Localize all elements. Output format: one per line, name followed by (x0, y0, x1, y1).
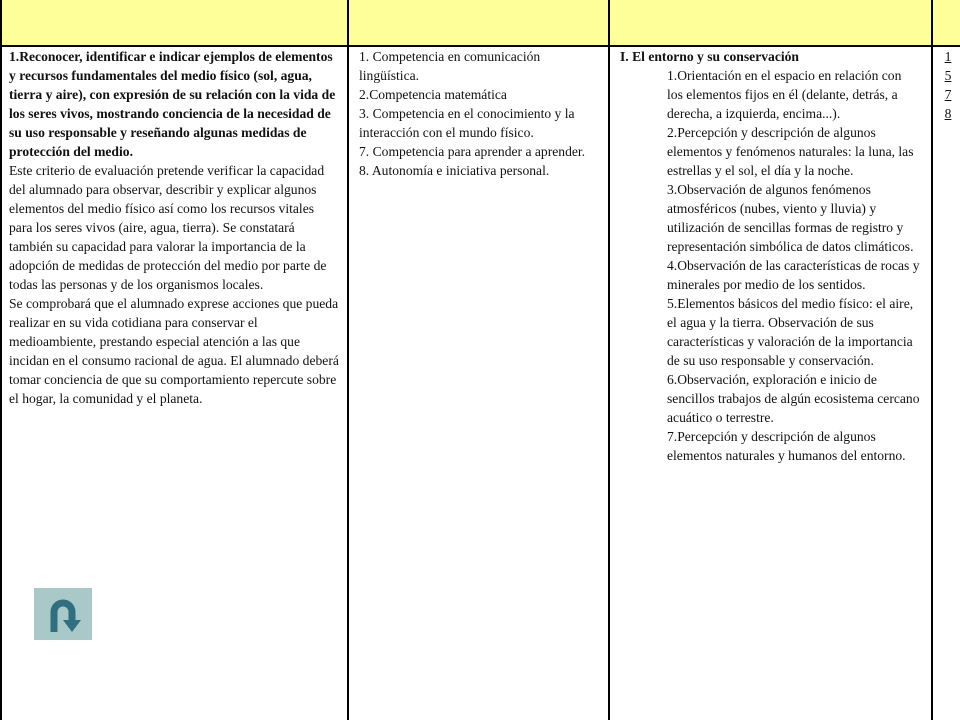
table-header-row (0, 0, 960, 47)
number-item: 8 (944, 106, 952, 121)
content-item: 4.Observación de las características de rocas y minerales por medio de los sentidos. (667, 258, 920, 292)
number-item: 5 (944, 68, 952, 83)
content-item: 1.Orientación en el espacio en relación con los elementos fijos en él (delante, detrás, a derecha, a izquierda, encima...). (667, 68, 902, 121)
competency-item: 2.Competencia matemática (359, 87, 507, 102)
back-button[interactable] (34, 588, 92, 640)
competencies-cell (359, 47, 601, 180)
number-item: 1 (944, 49, 952, 64)
content-item: 3.Observación de algunos fenómenos atmosféricos (nubes, viento y lluvia) y utilización de sencillas formas de registro y representación simbólica de datos climáticos. (667, 182, 914, 254)
competency-item: 3. Competencia en el conocimiento y la interacción con el mundo físico. (359, 106, 575, 140)
contents-section-title: I. El entorno y su conservación (620, 49, 799, 64)
criterion-paragraph-2: Se comprobará que el alumnado exprese acciones que pueda realizar en su vida cotidiana para conservar el medioambiente, prestando especial atención a las que incidan en el consumo racional de agua. El alumnado deberá tomar conciencia de que su comportamiento repercute sobre el hogar, la comunidad y el planeta. (9, 296, 339, 406)
table-border-left (0, 0, 2, 720)
content-item: 2.Percepción y descripción de algunos elementos y fenómenos naturales: la luna, las estrellas y el sol, el día y la noche. (667, 125, 914, 178)
criterion-cell (9, 47, 339, 408)
content-item: 7.Percepción y descripción de algunos elementos naturales y humanos del entorno. (667, 429, 906, 463)
column-divider-2 (608, 0, 610, 720)
u-turn-arrow-icon (40, 592, 86, 636)
content-item: 5.Elementos básicos del medio físico: el aire, el agua y la tierra. Observación de sus características y valoración de la importancia de su uso responsable y conservación. (667, 296, 914, 368)
numbers-cell (940, 47, 956, 123)
competency-item: 7. Competencia para aprender a aprender. (359, 144, 586, 159)
competency-item: 8. Autonomía e iniciativa personal. (359, 163, 550, 178)
competency-item: 1. Competencia en comunicación lingüística. (359, 49, 541, 83)
content-item: 6.Observación, exploración e inicio de sencillos trabajos de algún ecosistema cercano acuático o terrestre. (667, 372, 920, 425)
number-item: 7 (944, 87, 952, 102)
contents-cell (620, 47, 920, 465)
column-divider-1 (347, 0, 349, 720)
criterion-title: 1.Reconocer, identificar e indicar ejemplos de elementos y recursos fundamentales del medio físico (sol, agua, tierra y aire), con expresión de su relación con la vida de los seres vivos, mostrando conciencia de la necesidad de su uso responsable y reseñando algunas medidas de protección del medio. (9, 49, 336, 159)
column-divider-3 (931, 0, 933, 720)
criterion-paragraph-1: Este criterio de evaluación pretende verificar la capacidad del alumnado para observar, describir y explicar algunos elementos del medio físico así como los recursos vitales para los seres vivos (aire, agua, tierra). Se constatará también su capacidad para valorar la importancia de la adopción de medidas de protección del medio por parte de todas las personas y de los organismos locales. (9, 163, 327, 292)
